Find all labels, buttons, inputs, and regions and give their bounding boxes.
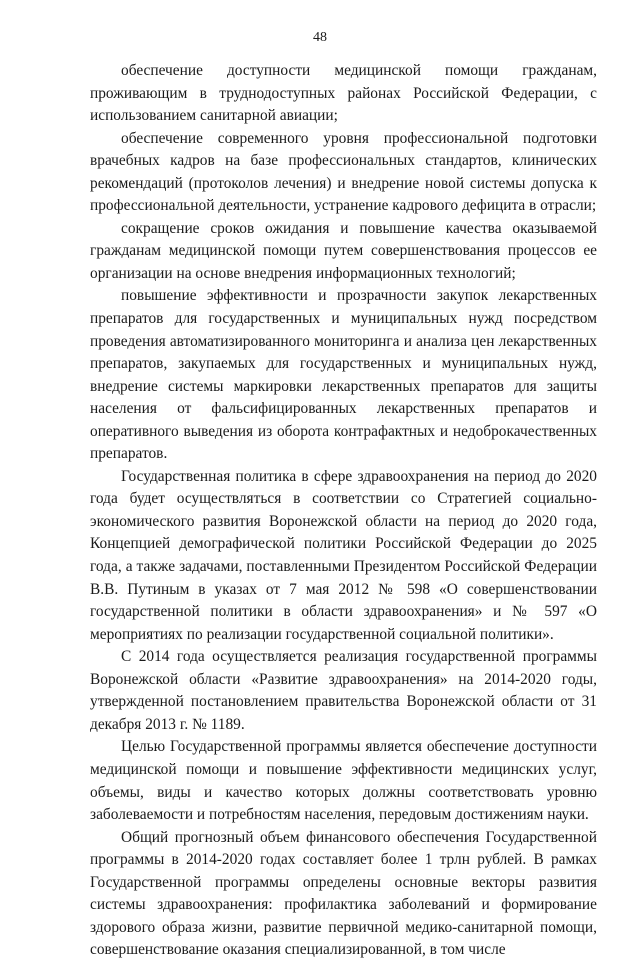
- paragraph-5: Государственная политика в сфере здравоохранения на период до 2020 года будет осуществляться в соответствии со Стратегией социально-экономического развития Воронежской области на период до 2020 года, Концепцией демографической политики Российской Федерации до 2025 года, а также задачами, поставленными Президентом Российской Федерации В.В. Путиным в указах от 7 мая 2012 № 598 «О совершенствовании государственной политики в области здравоохранения» и № 597 «О мероприятиях по реализации государственной социальной политики».: [90, 467, 597, 643]
- document-body: [90, 60, 597, 962]
- paragraph-4: повышение эффективности и прозрачности закупок лекарственных препаратов для государственных и муниципальных нужд посредством проведения автоматизированного мониторинга и анализа цен лекарственных препаратов, закупаемых для государственных и муниципальных нужд, внедрение системы маркировки лекарственных препаратов для защиты населения от фальсифицированных лекарственных препаратов и оперативного выведения из оборота контрафактных и недоброкачественных препаратов.: [90, 287, 597, 463]
- page-number: 48: [313, 30, 327, 45]
- paragraph-7: Целью Государственной программы является обеспечение доступности медицинской помощи и повышение эффективности медицинских услуг, объемы, виды и качество которых должны соответствовать уровню заболеваемости и потребностям населения, передовым достижениям науки.: [90, 738, 597, 824]
- paragraph-2: обеспечение современного уровня профессиональной подготовки врачебных кадров на базе профессиональных стандартов, клинических рекомендаций (протоколов лечения) и внедрение новой системы допуска к профессиональной деятельности, устранение кадрового дефицита в отрасли;: [90, 129, 597, 215]
- paragraph-3: сокращение сроков ожидания и повышение качества оказываемой гражданам медицинской помощи путем совершенствования процессов ее организации на основе внедрения информационных технологий;: [90, 219, 597, 282]
- paragraph-8: Общий прогнозный объем финансового обеспечения Государственной программы в 2014-2020 годах составляет более 1 трлн рублей. В рамках Государственной программы определены основные векторы развития системы здравоохранения: профилактика заболеваний и формирование здорового образа жизни, развитие первичной медико-санитарной помощи, совершенствование оказания специализированной, в том числе: [90, 828, 597, 959]
- paragraph-1: обеспечение доступности медицинской помощи гражданам, проживающим в труднодоступных районах Российской Федерации, с использованием санитарной авиации;: [90, 62, 597, 125]
- paragraph-6: С 2014 года осуществляется реализация государственной программы Воронежской области «Развитие здравоохранения» на 2014-2020 годы, утвержденной постановлением правительства Воронежской области от 31 декабря 2013 г. № 1189.: [90, 648, 597, 733]
